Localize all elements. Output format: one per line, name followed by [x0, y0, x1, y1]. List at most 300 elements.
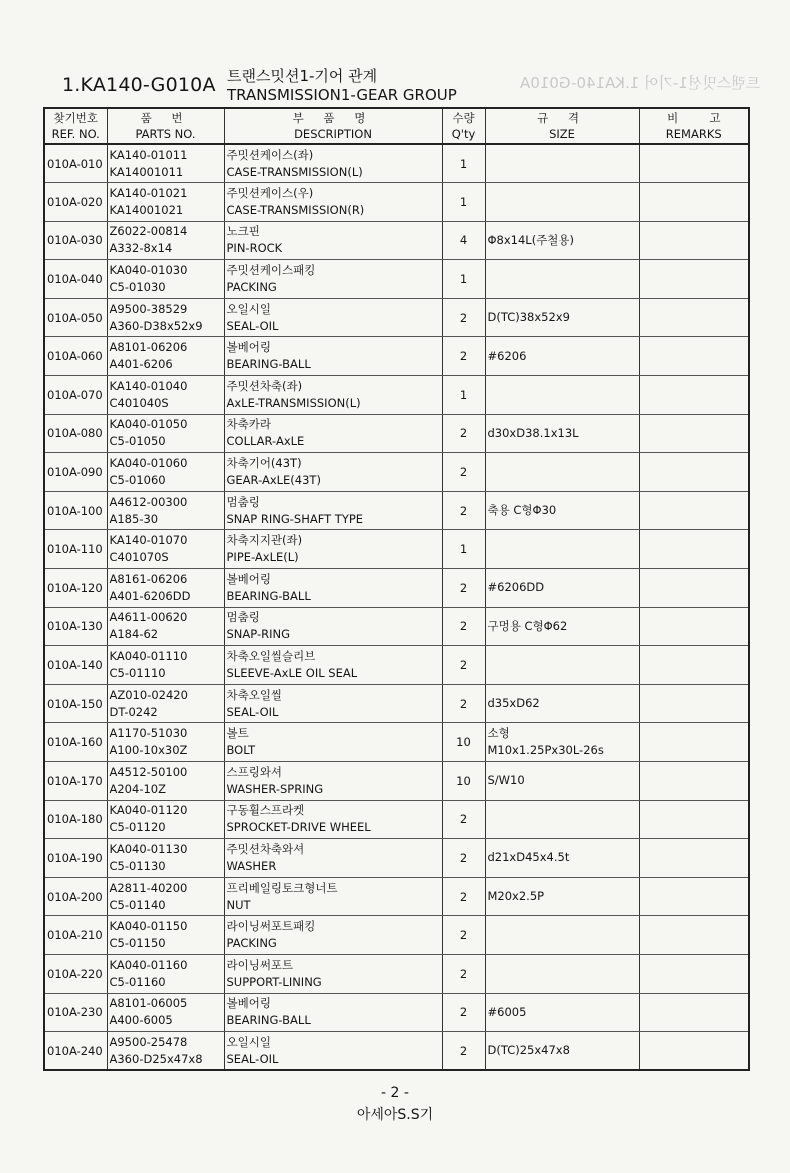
parts-no-primary: A8101-06206: [109, 340, 188, 355]
description-stack: [225, 416, 442, 450]
qty-cell: 2: [442, 414, 485, 453]
description-korean: 볼베어링: [226, 340, 271, 355]
ref-no-cell: 010A-240: [44, 1032, 107, 1071]
header-ref-no: [44, 108, 107, 144]
description-cell: [224, 569, 442, 608]
parts-no-stack: [108, 995, 224, 1029]
table-row: [44, 723, 749, 762]
description-cell: [224, 916, 442, 955]
size-stack: [486, 232, 639, 249]
parts-no-cell: [107, 414, 224, 453]
size-stack: [486, 695, 639, 712]
remarks-cell: [639, 607, 749, 646]
parts-no-stack: [108, 571, 224, 605]
description-cell: [224, 607, 442, 646]
ref-no-cell: 010A-140: [44, 646, 107, 685]
qty-cell: 2: [442, 877, 485, 916]
parts-no-primary: A4611-00620: [109, 610, 188, 625]
parts-no-cell: [107, 221, 224, 260]
description-english: SUPPORT-LINING: [226, 974, 322, 989]
remarks-cell: [639, 877, 749, 916]
size-cell: [485, 260, 639, 299]
qty-cell: 2: [442, 1032, 485, 1071]
bleed-through-text: 트랜스밋션1-기어 1.KA140-G010A: [520, 74, 761, 92]
description-stack: [225, 648, 442, 682]
header-remarks-ko-1: 비: [667, 111, 679, 125]
parts-no-secondary: A332-8x14: [109, 241, 173, 256]
parts-no-cell: [107, 144, 224, 183]
ref-no-cell: 010A-180: [44, 800, 107, 839]
parts-no-primary: A9500-25478: [109, 1034, 188, 1049]
header-remarks-en: REMARKS: [665, 127, 722, 141]
description-english: SPROCKET-DRIVE WHEEL: [226, 820, 371, 835]
description-stack: [225, 339, 442, 373]
ref-no-cell: 010A-110: [44, 530, 107, 569]
size-cell: [485, 762, 639, 801]
remarks-cell: [639, 453, 749, 492]
parts-no-cell: [107, 723, 224, 762]
size-cell: [485, 491, 639, 530]
parts-no-secondary: C5-01060: [109, 473, 166, 488]
remarks-cell: [639, 144, 749, 183]
size-cell: [485, 183, 639, 222]
parts-no-secondary: C5-01030: [109, 280, 166, 295]
table-row: [44, 877, 749, 916]
size-cell: [485, 530, 639, 569]
qty-cell: 1: [442, 144, 485, 183]
description-english: CASE-TRANSMISSION(L): [226, 164, 363, 179]
description-korean: 주밋션케이스(우): [226, 185, 314, 200]
parts-no-primary: A9500-38529: [109, 301, 188, 316]
table-row: [44, 414, 749, 453]
size-stack: [486, 579, 639, 596]
remarks-cell: [639, 530, 749, 569]
remarks-cell: [639, 916, 749, 955]
parts-no-cell: [107, 260, 224, 299]
header-remarks-ko: [640, 110, 749, 126]
parts-no-secondary: A185-30: [109, 511, 159, 526]
qty-cell: 2: [442, 337, 485, 376]
parts-no-primary: KA040-01060: [109, 456, 188, 471]
qty-cell: 2: [442, 954, 485, 993]
parts-no-primary: KA140-01070: [109, 533, 188, 548]
ref-no-cell: 010A-230: [44, 993, 107, 1032]
qty-cell: 1: [442, 260, 485, 299]
parts-no-cell: [107, 762, 224, 801]
parts-no-cell: [107, 569, 224, 608]
description-stack: [225, 494, 442, 528]
description-stack: [225, 880, 442, 914]
description-cell: [224, 144, 442, 183]
parts-no-primary: KA040-01110: [109, 649, 188, 664]
description-english: AxLE-TRANSMISSION(L): [226, 395, 361, 410]
description-stack: [225, 301, 442, 335]
description-english: PIPE-AxLE(L): [226, 550, 299, 565]
parts-no-stack: [108, 416, 224, 450]
qty-cell: 10: [442, 723, 485, 762]
description-english: COLLAR-AxLE: [226, 434, 305, 449]
description-korean: 스프링와셔: [226, 764, 283, 779]
parts-no-stack: [108, 455, 224, 489]
parts-no-primary: A4612-00300: [109, 494, 188, 509]
parts-no-secondary: DT-0242: [109, 704, 158, 719]
description-english: SEAL-OIL: [226, 1051, 279, 1066]
description-cell: [224, 877, 442, 916]
parts-no-stack: [108, 648, 224, 682]
description-cell: [224, 800, 442, 839]
size-cell: [485, 916, 639, 955]
description-korean: 라이닝써포트: [226, 957, 294, 972]
description-stack: [225, 764, 442, 798]
size-stack: [486, 772, 639, 789]
description-korean: 멈춤링: [226, 610, 260, 625]
remarks-cell: [639, 839, 749, 878]
header-parts-no: [107, 108, 224, 144]
parts-no-stack: [108, 957, 224, 991]
description-english: BOLT: [226, 743, 256, 758]
parts-no-cell: [107, 491, 224, 530]
description-stack: [225, 918, 442, 952]
size-cell: [485, 337, 639, 376]
header-remarks-ko-2: 고: [709, 111, 721, 125]
parts-no-primary: A8101-06005: [109, 996, 188, 1011]
table-row: [44, 954, 749, 993]
description-korean: 주밋션차축와셔: [226, 841, 305, 856]
parts-no-secondary: C401070S: [109, 550, 169, 565]
header-parts-en: PARTS NO.: [135, 127, 196, 141]
table-row: [44, 260, 749, 299]
parts-table-body: [44, 144, 749, 1070]
description-stack: [225, 957, 442, 991]
ref-no-cell: 010A-130: [44, 607, 107, 646]
size-primary: 축용 C형Φ30: [487, 503, 557, 518]
header-qty: [442, 108, 485, 144]
page-number: - 2 -: [381, 1085, 409, 1101]
header-qty-ko: 수량: [452, 111, 475, 125]
parts-no-cell: [107, 916, 224, 955]
size-primary: d21xD45x4.5t: [487, 850, 570, 865]
size-cell: [485, 453, 639, 492]
parts-no-primary: KA040-01150: [109, 919, 188, 934]
ref-no-cell: 010A-220: [44, 954, 107, 993]
header-size: [485, 108, 639, 144]
parts-no-cell: [107, 877, 224, 916]
description-korean: 오일시일: [226, 301, 271, 316]
description-cell: [224, 954, 442, 993]
parts-no-secondary: A401-6206: [109, 357, 173, 372]
description-english: BEARING-BALL: [226, 588, 311, 603]
parts-no-primary: A2811-40200: [109, 880, 188, 895]
parts-no-stack: [108, 378, 224, 412]
ref-no-cell: 010A-170: [44, 762, 107, 801]
description-korean: 볼트: [226, 726, 249, 741]
parts-table: [43, 107, 750, 1071]
remarks-cell: [639, 337, 749, 376]
size-stack: [486, 425, 639, 442]
description-korean: 구동휠스프라켓: [226, 803, 305, 818]
parts-no-secondary: KA14001021: [109, 202, 184, 217]
table-row: [44, 684, 749, 723]
description-english: SNAP-RING: [226, 627, 290, 642]
description-cell: [224, 260, 442, 299]
description-stack: [225, 455, 442, 489]
parts-no-cell: [107, 800, 224, 839]
qty-cell: 1: [442, 376, 485, 415]
description-cell: [224, 337, 442, 376]
ref-no-cell: 010A-090: [44, 453, 107, 492]
description-korean: 멈춤링: [226, 494, 260, 509]
ref-no-cell: 010A-060: [44, 337, 107, 376]
size-stack: [486, 309, 639, 326]
description-korean: 노크핀: [226, 224, 260, 239]
size-primary: D(TC)38x52x9: [487, 310, 570, 325]
remarks-cell: [639, 723, 749, 762]
parts-no-primary: AZ010-02420: [109, 687, 188, 702]
parts-no-secondary: A401-6206DD: [109, 588, 191, 603]
qty-cell: 1: [442, 530, 485, 569]
description-english: BEARING-BALL: [226, 1013, 311, 1028]
qty-cell: 2: [442, 453, 485, 492]
remarks-cell: [639, 221, 749, 260]
description-english: PACKING: [226, 280, 277, 295]
ref-no-cell: 010A-080: [44, 414, 107, 453]
parts-no-primary: KA040-01030: [109, 263, 188, 278]
parts-no-stack: [108, 764, 224, 798]
table-row: [44, 221, 749, 260]
parts-no-cell: [107, 839, 224, 878]
ref-no-cell: 010A-040: [44, 260, 107, 299]
parts-no-cell: [107, 298, 224, 337]
parts-no-stack: [108, 532, 224, 566]
ref-no-cell: 010A-200: [44, 877, 107, 916]
table-header-row: [44, 108, 749, 144]
parts-no-primary: KA140-01040: [109, 378, 188, 393]
qty-cell: 2: [442, 491, 485, 530]
parts-no-secondary: C5-01110: [109, 666, 166, 681]
description-cell: [224, 762, 442, 801]
parts-no-stack: [108, 880, 224, 914]
description-english: NUT: [226, 897, 251, 912]
size-primary: d35xD62: [487, 696, 540, 711]
parts-no-secondary: KA14001011: [109, 164, 184, 179]
table-row: [44, 800, 749, 839]
description-stack: [225, 223, 442, 257]
table-row: [44, 762, 749, 801]
ref-no-cell: 010A-070: [44, 376, 107, 415]
description-cell: [224, 183, 442, 222]
description-stack: [225, 571, 442, 605]
parts-no-primary: A8161-06206: [109, 571, 188, 586]
description-korean: 차축카라: [226, 417, 271, 432]
size-stack: [486, 502, 639, 519]
table-row: [44, 453, 749, 492]
header-desc-ko: 부 품 명: [292, 111, 374, 125]
description-cell: [224, 993, 442, 1032]
table-row: [44, 376, 749, 415]
description-stack: [225, 185, 442, 219]
table-row: [44, 839, 749, 878]
parts-no-cell: [107, 453, 224, 492]
size-primary: M20x2.5P: [487, 889, 545, 904]
description-cell: [224, 723, 442, 762]
parts-no-secondary: C5-01050: [109, 434, 166, 449]
parts-no-cell: [107, 684, 224, 723]
description-cell: [224, 684, 442, 723]
table-row: [44, 530, 749, 569]
size-primary: #6206: [487, 348, 527, 363]
qty-cell: 2: [442, 607, 485, 646]
size-cell: [485, 877, 639, 916]
size-cell: [485, 607, 639, 646]
size-primary: D(TC)25x47x8: [487, 1043, 570, 1058]
parts-no-primary: KA140-01011: [109, 147, 188, 162]
table-row: [44, 1032, 749, 1071]
remarks-cell: [639, 414, 749, 453]
qty-cell: 2: [442, 646, 485, 685]
ref-no-cell: 010A-010: [44, 144, 107, 183]
size-cell: [485, 298, 639, 337]
size-cell: [485, 954, 639, 993]
size-cell: [485, 376, 639, 415]
description-korean: 차축지지관(좌): [226, 533, 303, 548]
description-english: GEAR-AxLE(43T): [226, 473, 321, 488]
remarks-cell: [639, 684, 749, 723]
parts-no-stack: [108, 262, 224, 296]
remarks-cell: [639, 491, 749, 530]
parts-no-stack: [108, 223, 224, 257]
remarks-cell: [639, 800, 749, 839]
size-cell: [485, 414, 639, 453]
size-primary: 소형: [487, 726, 510, 741]
size-cell: [485, 684, 639, 723]
size-primary: #6206DD: [487, 580, 545, 595]
parts-no-secondary: C5-01140: [109, 897, 166, 912]
qty-cell: 2: [442, 839, 485, 878]
ref-no-cell: 010A-150: [44, 684, 107, 723]
size-stack: [486, 888, 639, 905]
size-cell: [485, 800, 639, 839]
qty-cell: 10: [442, 762, 485, 801]
table-row: [44, 646, 749, 685]
size-cell: [485, 144, 639, 183]
remarks-cell: [639, 298, 749, 337]
parts-no-secondary: A400-6005: [109, 1013, 173, 1028]
description-korean: 주밋션케이스패킹: [226, 263, 316, 278]
parts-no-cell: [107, 337, 224, 376]
description-cell: [224, 1032, 442, 1071]
parts-no-primary: Z6022-00814: [109, 224, 188, 239]
parts-no-secondary: A184-62: [109, 627, 159, 642]
description-cell: [224, 453, 442, 492]
ref-no-cell: 010A-050: [44, 298, 107, 337]
description-cell: [224, 839, 442, 878]
size-stack: [486, 618, 639, 635]
parts-no-stack: [108, 339, 224, 373]
parts-no-cell: [107, 646, 224, 685]
document-code: 1.KA140-G010A: [62, 74, 216, 96]
table-row: [44, 298, 749, 337]
header-size-ko: 규 격: [537, 111, 587, 125]
description-korean: 라이닝써포트패킹: [226, 919, 316, 934]
parts-no-cell: [107, 183, 224, 222]
header-ref-ko: 찾기번호: [53, 111, 98, 125]
parts-no-primary: KA040-01050: [109, 417, 188, 432]
header-remarks: [639, 108, 749, 144]
parts-no-stack: [108, 185, 224, 219]
parts-no-primary: KA040-01130: [109, 841, 188, 856]
parts-no-stack: [108, 147, 224, 181]
remarks-cell: [639, 954, 749, 993]
parts-no-cell: [107, 376, 224, 415]
description-cell: [224, 376, 442, 415]
parts-no-stack: [108, 301, 224, 335]
ref-no-cell: 010A-030: [44, 221, 107, 260]
qty-cell: 1: [442, 183, 485, 222]
description-stack: [225, 841, 442, 875]
description-korean: 차축기어(43T): [226, 456, 302, 471]
description-korean: 차축오일씰: [226, 687, 283, 702]
table-row: [44, 916, 749, 955]
description-english: SLEEVE-AxLE OIL SEAL: [226, 666, 358, 681]
header-description: [224, 108, 442, 144]
size-primary: #6005: [487, 1004, 527, 1019]
header-size-en: SIZE: [549, 127, 575, 141]
parts-no-primary: A1170-51030: [109, 726, 188, 741]
size-cell: [485, 221, 639, 260]
size-primary: d30xD38.1x13L: [487, 425, 579, 440]
size-cell: [485, 569, 639, 608]
title-korean: 트랜스밋션1-기어 관계: [227, 67, 378, 85]
description-english: PIN-ROCK: [226, 241, 283, 256]
parts-no-stack: [108, 841, 224, 875]
parts-no-stack: [108, 725, 224, 759]
header-qty-en: Q'ty: [451, 127, 476, 141]
parts-no-stack: [108, 687, 224, 721]
description-cell: [224, 221, 442, 260]
description-korean: 볼베어링: [226, 996, 271, 1011]
description-stack: [225, 802, 442, 836]
ref-no-cell: 010A-210: [44, 916, 107, 955]
size-stack: [486, 1004, 639, 1021]
description-korean: 차축오일씰슬리브: [226, 649, 316, 664]
size-stack: [486, 725, 639, 759]
description-english: CASE-TRANSMISSION(R): [226, 202, 365, 217]
description-korean: 볼베어링: [226, 571, 271, 586]
parts-no-secondary: C5-01120: [109, 820, 166, 835]
parts-no-primary: A4512-50100: [109, 764, 188, 779]
size-secondary: M10x1.25Px30L-26s: [487, 743, 604, 758]
parts-no-primary: KA140-01021: [109, 185, 188, 200]
description-korean: 주밋션차축(좌): [226, 378, 303, 393]
description-english: PACKING: [226, 936, 277, 951]
size-cell: [485, 839, 639, 878]
description-english: WASHER-SPRING: [226, 781, 324, 796]
description-cell: [224, 530, 442, 569]
table-row: [44, 607, 749, 646]
description-english: BEARING-BALL: [226, 357, 311, 372]
size-stack: [486, 849, 639, 866]
description-english: SNAP RING-SHAFT TYPE: [226, 511, 364, 526]
parts-no-cell: [107, 954, 224, 993]
description-cell: [224, 491, 442, 530]
description-cell: [224, 414, 442, 453]
qty-cell: 2: [442, 800, 485, 839]
parts-no-secondary: C5-01150: [109, 936, 166, 951]
parts-no-cell: [107, 530, 224, 569]
parts-no-secondary: A100-10x30Z: [109, 743, 188, 758]
size-cell: [485, 723, 639, 762]
parts-no-secondary: A360-D38x52x9: [109, 318, 203, 333]
